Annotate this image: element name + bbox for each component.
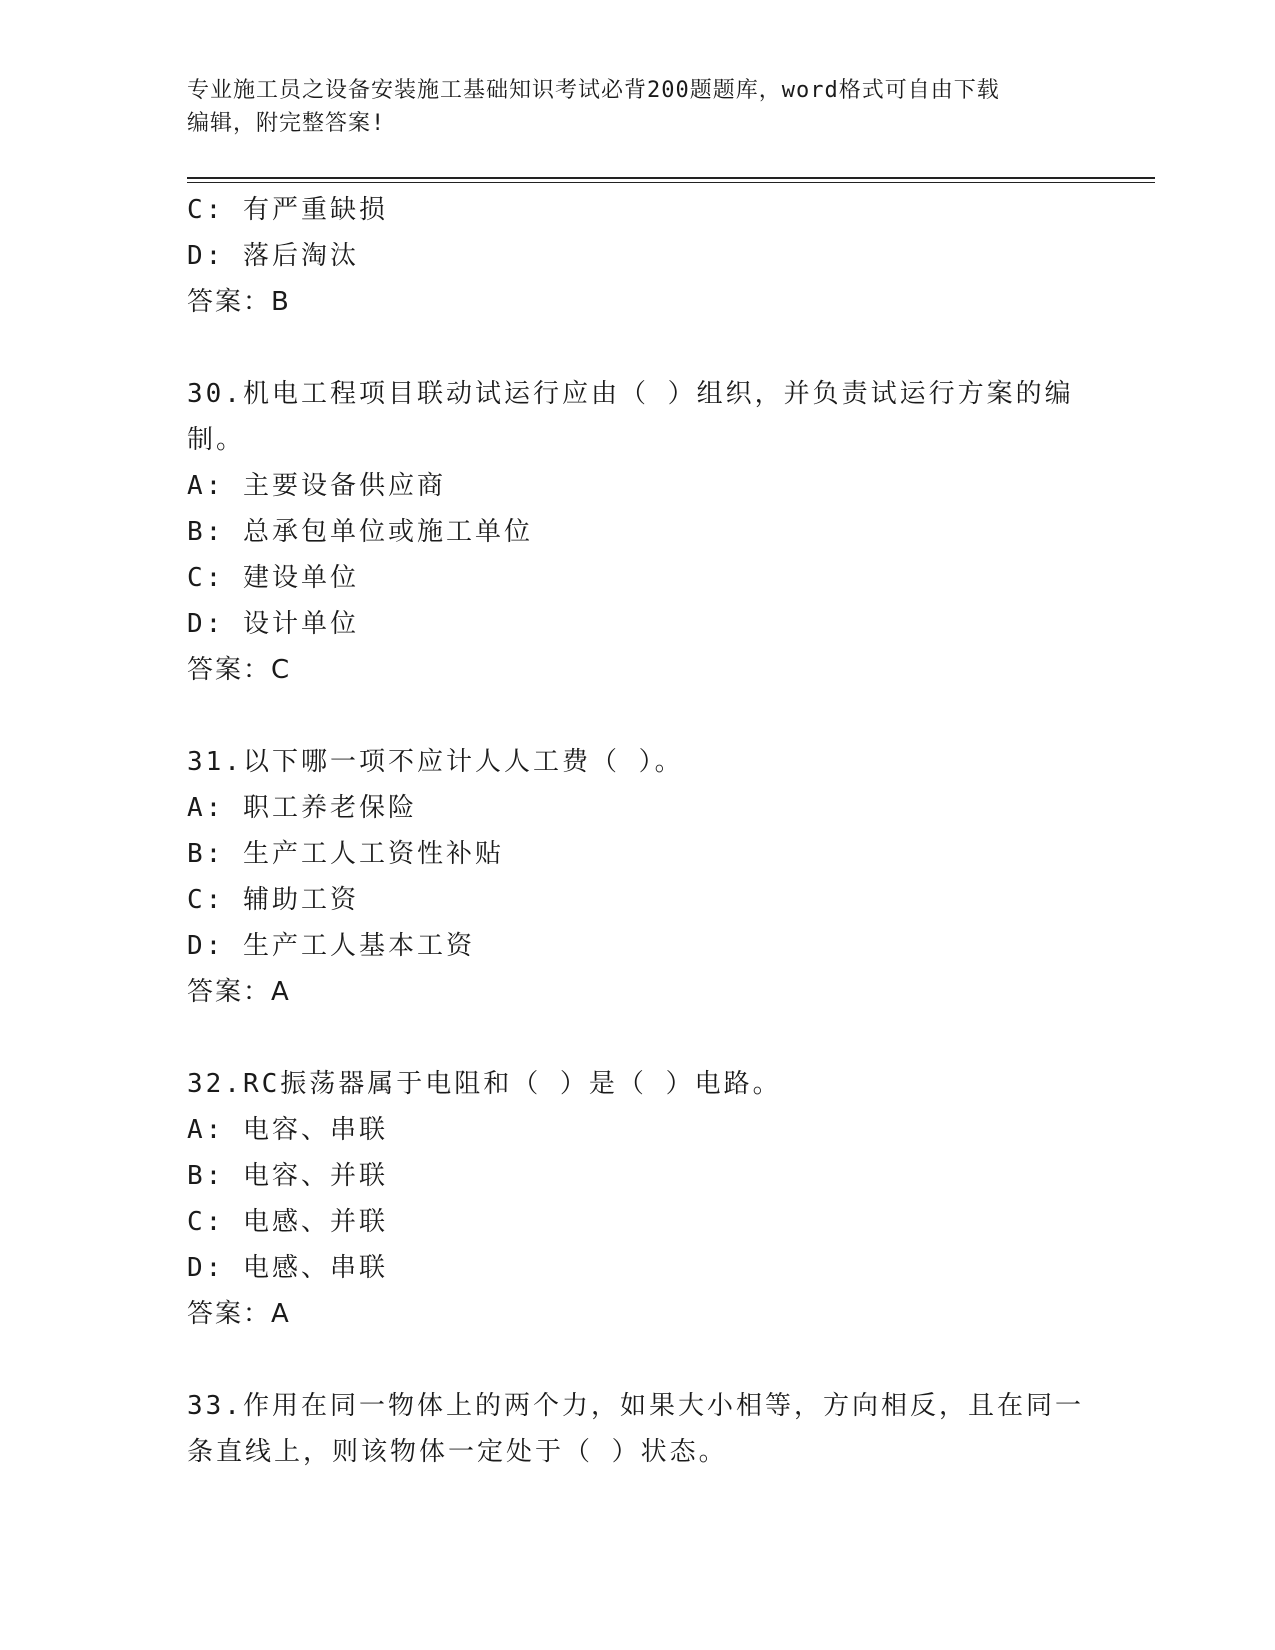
question-block-29 xyxy=(187,187,1087,325)
header-title-line-1: 专业施工员之设备安装施工基础知识考试必背200题题库，word格式可自由下载 xyxy=(187,78,1000,103)
option-d: D: 落后淘汰 xyxy=(187,241,359,271)
answer-line: 答案：C xyxy=(187,655,292,685)
question-text-line-1: 33.作用在同一物体上的两个力，如果大小相等，方向相反，且在同一 xyxy=(187,1391,1084,1421)
option-c: C: 辅助工资 xyxy=(187,885,359,915)
question-text-line-2: 条直线上，则该物体一定处于（ ）状态。 xyxy=(187,1437,728,1467)
option-b: B: 电容、并联 xyxy=(187,1161,388,1191)
header-divider-thick xyxy=(187,177,1155,179)
question-text: 31.以下哪一项不应计人人工费（ ）。 xyxy=(187,747,684,777)
question-list xyxy=(187,187,1087,1475)
question-text-line-2: 制。 xyxy=(187,425,246,455)
answer-line: 答案：A xyxy=(187,1299,291,1329)
spacer xyxy=(187,325,1087,371)
option-c: C: 建设单位 xyxy=(187,563,359,593)
option-d: D: 电感、串联 xyxy=(187,1253,388,1283)
option-a: A: 主要设备供应商 xyxy=(187,471,446,501)
option-d: D: 生产工人基本工资 xyxy=(187,931,475,961)
question-text: 32.RC振荡器属于电阻和（ ）是（ ）电路。 xyxy=(187,1069,782,1099)
option-c: C: 电感、并联 xyxy=(187,1207,388,1237)
question-block-30 xyxy=(187,371,1087,693)
header-divider-thin xyxy=(187,182,1155,183)
question-block-32 xyxy=(187,1061,1087,1337)
option-c: C: 有严重缺损 xyxy=(187,195,388,225)
option-a: A: 电容、串联 xyxy=(187,1115,388,1145)
document-header xyxy=(187,74,1087,140)
option-b: B: 总承包单位或施工单位 xyxy=(187,517,533,547)
spacer xyxy=(187,1015,1087,1061)
spacer xyxy=(187,693,1087,739)
question-text-line-1: 30.机电工程项目联动试运行应由（ ）组织，并负责试运行方案的编 xyxy=(187,379,1074,409)
option-d: D: 设计单位 xyxy=(187,609,359,639)
answer-line: 答案：A xyxy=(187,977,291,1007)
question-block-33 xyxy=(187,1383,1087,1475)
option-a: A: 职工养老保险 xyxy=(187,793,417,823)
answer-line: 答案：B xyxy=(187,287,291,317)
option-b: B: 生产工人工资性补贴 xyxy=(187,839,504,869)
header-title-line-2: 编辑，附完整答案! xyxy=(187,111,386,136)
spacer xyxy=(187,1337,1087,1383)
question-block-31 xyxy=(187,739,1087,1015)
